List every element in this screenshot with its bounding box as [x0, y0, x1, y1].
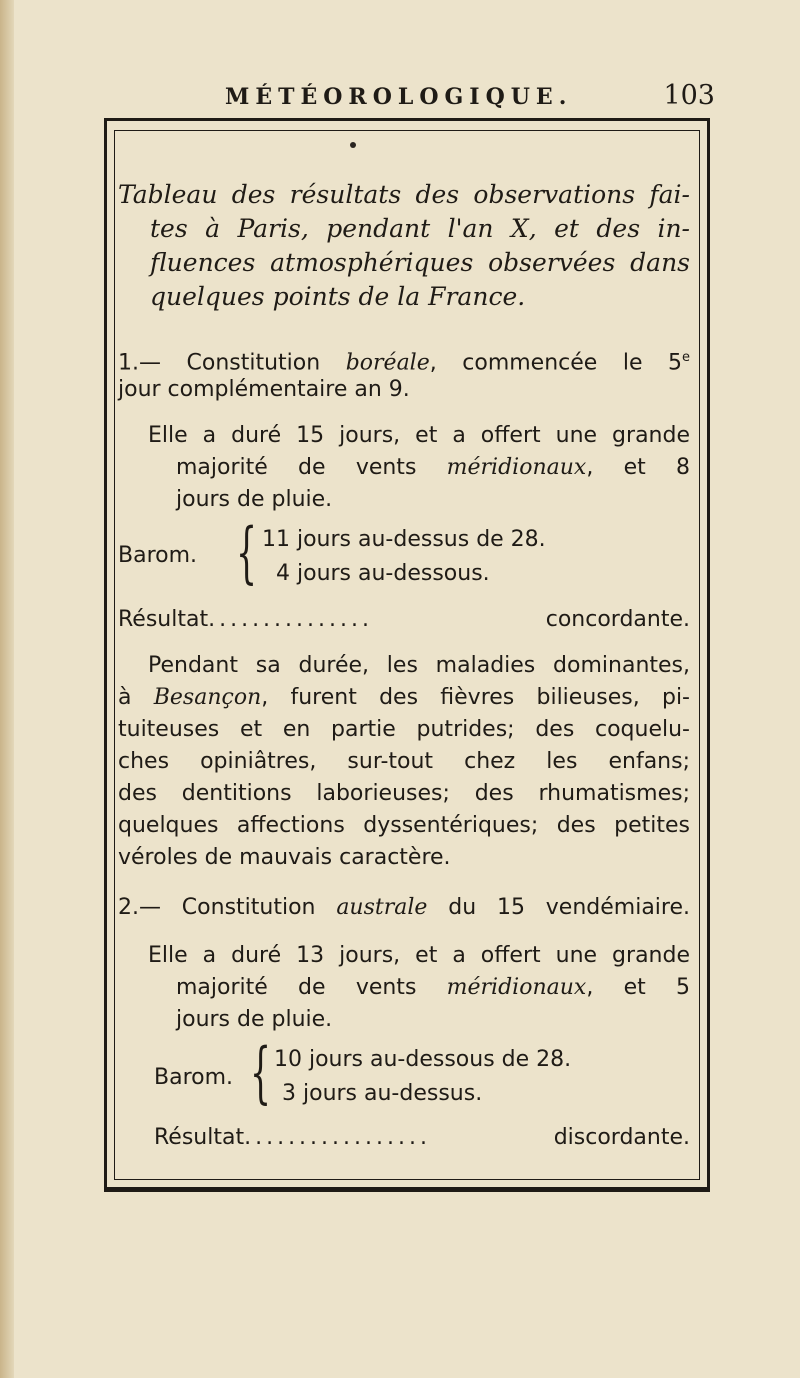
section1-barom-line2: 4 jours au-dessous. [276, 561, 490, 586]
section1-diseases-line7: véroles de mauvais caractère. [118, 845, 451, 870]
section2-barom-label: Barom. [154, 1065, 234, 1090]
section2-brace: { [250, 1034, 271, 1111]
page-edge [0, 0, 14, 1378]
section2-barom-line1: 10 jours au-dessous de 28. [274, 1047, 572, 1072]
section1-diseases-line5: des dentitions laborieuses; des rhumatismes; [118, 781, 690, 806]
section1-heading-line2: jour complémentaire an 9. [118, 377, 410, 402]
caption-line-1: Tableau des résultats des observations fai- [118, 180, 690, 209]
section1-duration-line2: majorité de vents méridionaux, et 8 [176, 455, 690, 480]
section1-result: Résultat............... concordante. [118, 607, 690, 632]
section2-heading: 2.— Constitution australe du 15 vendémiaire. [118, 895, 691, 920]
section1-diseases-line2: à Besançon, furent des fièvres bilieuses, pi- [118, 685, 690, 710]
section1-barom-line1: 11 jours au-dessus de 28. [262, 527, 546, 552]
caption-line-3: fluences atmosphériques observées dans [150, 248, 690, 277]
section2-duration-line1: Elle a duré 13 jours, et a offert une grande [148, 943, 690, 968]
section2-duration-line3: jours de pluie. [176, 1007, 333, 1032]
ornament-dot [350, 142, 356, 148]
section1-barom-label: Barom. [118, 543, 198, 568]
section2-duration-line2: majorité de vents méridionaux, et 5 [176, 975, 690, 1000]
section1-diseases-line6: quelques affections dyssentériques; des petites [118, 813, 690, 838]
table-caption [118, 178, 690, 314]
section1-duration-line1: Elle a duré 15 jours, et a offert une grande [148, 423, 690, 448]
section1-brace: { [236, 514, 257, 591]
section1-diseases-line3: tuiteuses et en partie putrides; des coquelu- [118, 717, 690, 742]
running-head [225, 78, 715, 118]
section1-diseases-line1: Pendant sa durée, les maladies dominantes, [148, 653, 690, 678]
running-title: MÉTÉOROLOGIQUE. [225, 84, 573, 110]
caption-line-4: quelques points de la France. [150, 282, 526, 311]
section1-diseases-line4: ches opiniâtres, sur-tout chez les enfans; [118, 749, 690, 774]
section2-barom-line2: 3 jours au-dessus. [282, 1081, 483, 1106]
section2-result: Résultat................. discordante. [154, 1125, 690, 1150]
section1-duration-line3: jours de pluie. [176, 487, 333, 512]
page-number: 103 [663, 80, 715, 111]
caption-line-2: tes à Paris, pendant l'an X, et des in- [150, 214, 690, 243]
section1-heading: 1.— Constitution boréale, commencée le 5e [118, 350, 690, 376]
